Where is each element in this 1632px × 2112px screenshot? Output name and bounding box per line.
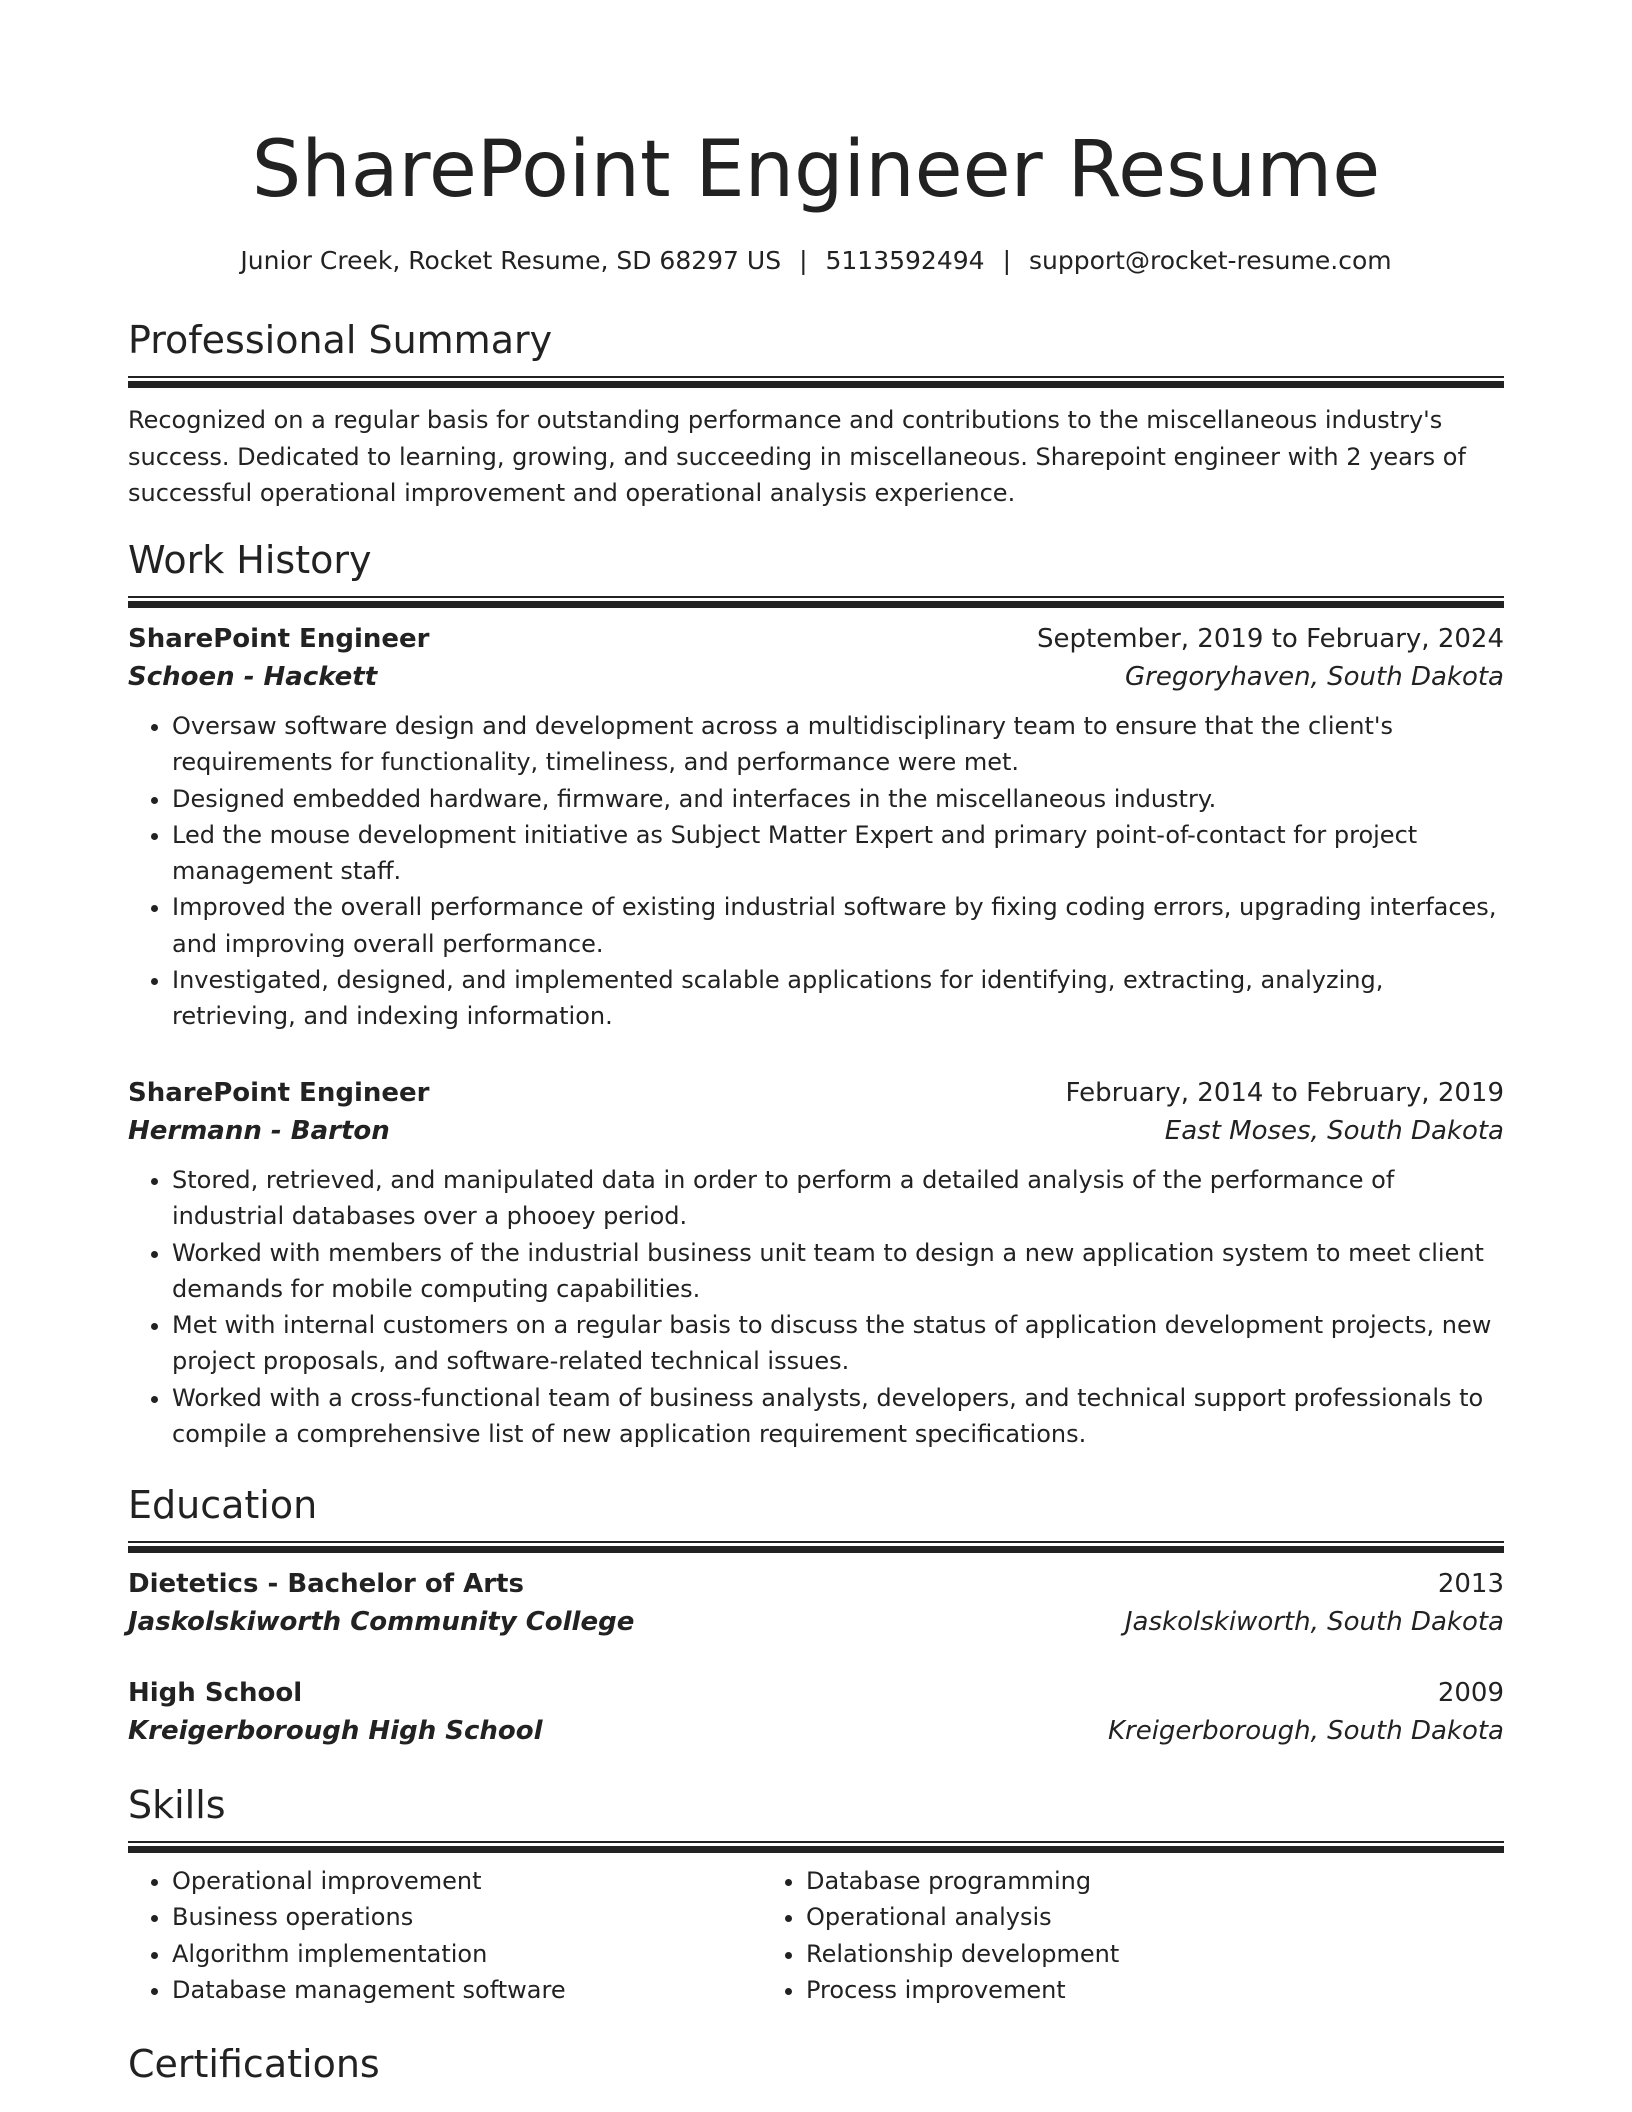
education-header-row: [128, 1674, 1504, 1712]
job-header-row: [128, 1074, 1504, 1112]
section-divider: [128, 1841, 1504, 1853]
summary-heading: Professional Summary: [128, 318, 553, 362]
certifications-section: [128, 2040, 1504, 2088]
contact-separator: |: [799, 246, 808, 275]
list-item: • Database management software: [172, 1972, 762, 2008]
list-item: • Database programming: [806, 1863, 1504, 1899]
skills-heading: Skills: [128, 1783, 226, 1827]
education-year: 2009: [1437, 1678, 1504, 1708]
education-degree: Dietetics - Bachelor of Arts: [128, 1569, 524, 1599]
list-item: • Met with internal customers on a regular basis to discuss the status of application development projects, new project proposals, and software-related technical issues.: [172, 1307, 1504, 1380]
job-location: East Moses, South Dakota: [1164, 1116, 1504, 1146]
summary-text: Recognized on a regular basis for outstanding performance and contributions to the miscellaneous industry's success. Dedicated to learning, growing, and succeeding in miscellaneous. Sharepoint engineer with 2 years of successful operational improvement and operational analysis experience.: [128, 406, 1466, 507]
list-item: • Investigated, designed, and implemented scalable applications for identifying, extracting, analyzing, retrieving, and indexing information.: [172, 962, 1504, 1035]
job-header-row: [128, 620, 1504, 658]
education-degree: High School: [128, 1678, 303, 1708]
list-item: • Algorithm implementation: [172, 1936, 762, 1972]
education-entry: [128, 1565, 1504, 1641]
education-location: Jaskolskiworth, South Dakota: [1124, 1607, 1504, 1637]
job-company: Schoen - Hackett: [128, 662, 378, 692]
education-school-row: [128, 1603, 1504, 1641]
section-divider: [128, 376, 1504, 388]
education-location: Kreigerborough, South Dakota: [1107, 1716, 1504, 1746]
education-heading: Education: [128, 1483, 318, 1527]
contact-separator: |: [1002, 246, 1011, 275]
list-item: • Worked with a cross-functional team of business analysts, developers, and technical support professionals to compile a comprehensive list of new application requirement specifications.: [172, 1380, 1504, 1453]
education-section: [128, 1481, 1504, 1750]
certifications-heading: Certifications: [128, 2042, 380, 2086]
job-title: SharePoint Engineer: [128, 1078, 430, 1108]
skills-section: [128, 1781, 1504, 2008]
job-title: SharePoint Engineer: [128, 624, 430, 654]
job-company-row: [128, 1112, 1504, 1150]
list-item: • Improved the overall performance of existing industrial software by fixing coding errors, upgrading interfaces, and improving overall performance.: [172, 889, 1504, 962]
list-item: • Operational analysis: [806, 1899, 1504, 1935]
job-dates: September, 2019 to February, 2024: [1037, 624, 1504, 654]
resume-title: SharePoint Engineer Resume: [251, 125, 1381, 215]
job-location: Gregoryhaven, South Dakota: [1125, 662, 1504, 692]
list-item: • Worked with members of the industrial business unit team to design a new application system to meet client demands for mobile computing capabilities.: [172, 1235, 1504, 1308]
summary-section: [128, 316, 1504, 512]
education-school-row: [128, 1712, 1504, 1750]
education-year: 2013: [1437, 1569, 1504, 1599]
job-company-row: [128, 658, 1504, 696]
education-school: Kreigerborough High School: [128, 1716, 543, 1746]
job-entry: [128, 1074, 1504, 1452]
list-item: • Process improvement: [806, 1972, 1504, 2008]
job-bullets: [128, 708, 1504, 1035]
contact-address: Junior Creek, Rocket Resume, SD 68297 US: [240, 246, 782, 275]
list-item: • Stored, retrieved, and manipulated data in order to perform a detailed analysis of the performance of industrial databases over a phooey period.: [172, 1162, 1504, 1235]
work-heading: Work History: [128, 538, 372, 582]
education-entry: [128, 1674, 1504, 1750]
job-bullets: [128, 1162, 1504, 1452]
section-divider: [128, 596, 1504, 608]
skills-grid: [128, 1863, 1504, 2008]
skills-column-right: [762, 1863, 1504, 2008]
contact-line: [128, 244, 1504, 278]
list-item: • Business operations: [172, 1899, 762, 1935]
contact-phone: 5113592494: [825, 246, 985, 275]
list-item: • Designed embedded hardware, firmware, and interfaces in the miscellaneous industry.: [172, 781, 1504, 817]
work-section: [128, 536, 1504, 1035]
list-item: • Led the mouse development initiative as Subject Matter Expert and primary point-of-contact for project management staff.: [172, 817, 1504, 890]
list-item: • Operational improvement: [172, 1863, 762, 1899]
skills-column-left: [128, 1863, 762, 2008]
list-item: • Relationship development: [806, 1936, 1504, 1972]
job-entry: [128, 620, 1504, 1035]
education-header-row: [128, 1565, 1504, 1603]
list-item: • Oversaw software design and development across a multidisciplinary team to ensure that the client's requirements for functionality, timeliness, and performance were met.: [172, 708, 1504, 781]
job-company: Hermann - Barton: [128, 1116, 390, 1146]
education-school: Jaskolskiworth Community College: [128, 1607, 635, 1637]
contact-email: support@rocket-resume.com: [1029, 246, 1392, 275]
section-divider: [128, 1541, 1504, 1553]
job-dates: February, 2014 to February, 2019: [1065, 1078, 1504, 1108]
